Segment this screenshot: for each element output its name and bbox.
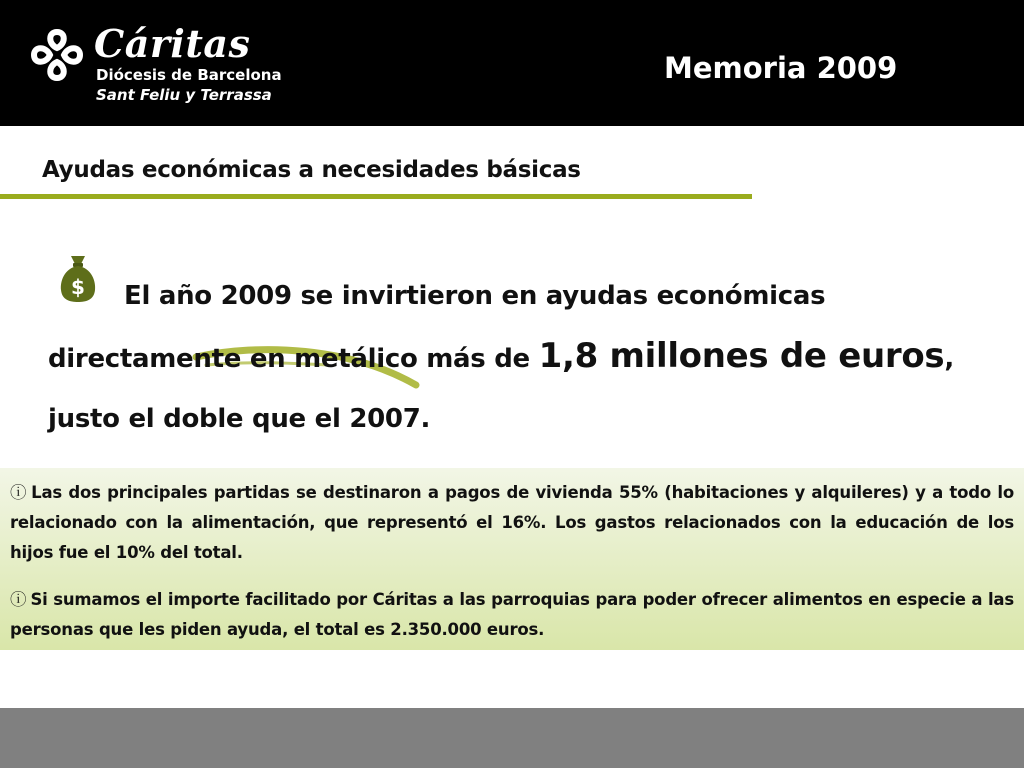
highlighted-amount: 1,8 millones de euros [538,336,945,376]
main-statement-intro: El año 2009 se invirtieron en ayudas económicas directamente en metálico más de [48,281,826,374]
main-statement [48,266,958,449]
document-title: Memoria 2009 [664,51,898,85]
info-item [10,585,1014,645]
logo-name: Cáritas [94,21,251,66]
header-bar [0,0,1024,126]
info-icon: ⓘ [10,590,27,609]
footer-bar [0,708,1024,768]
info-item-text: Si sumamos el importe facilitado por Cáritas a las parroquias para poder ofrecer alimentos en especie a las personas que les piden ayuda, el total es 2.350.000 euros. [10,590,1014,639]
caritas-cross-logo-icon [28,26,86,84]
section-title: Ayudas económicas a necesidades básicas [42,157,581,183]
info-item [10,478,1014,568]
info-icon: ⓘ [10,483,28,502]
main-statement-outro: , justo el doble que el 2007. [48,344,954,434]
logo-diocese-line: Diócesis de Barcelona [96,66,282,84]
info-item-text: Las dos principales partidas se destinaron a pagos de vivienda 55% (habitaciones y alquileres) y a todo lo relacionado con la alimentación, que representó el 16%. Los gastos relacionados con la educación de los hijos fue el 10% del total. [10,483,1014,562]
svg-text:$: $ [71,275,85,299]
section-divider [0,194,752,199]
logo-region-line: Sant Feliu y Terrassa [96,86,272,104]
